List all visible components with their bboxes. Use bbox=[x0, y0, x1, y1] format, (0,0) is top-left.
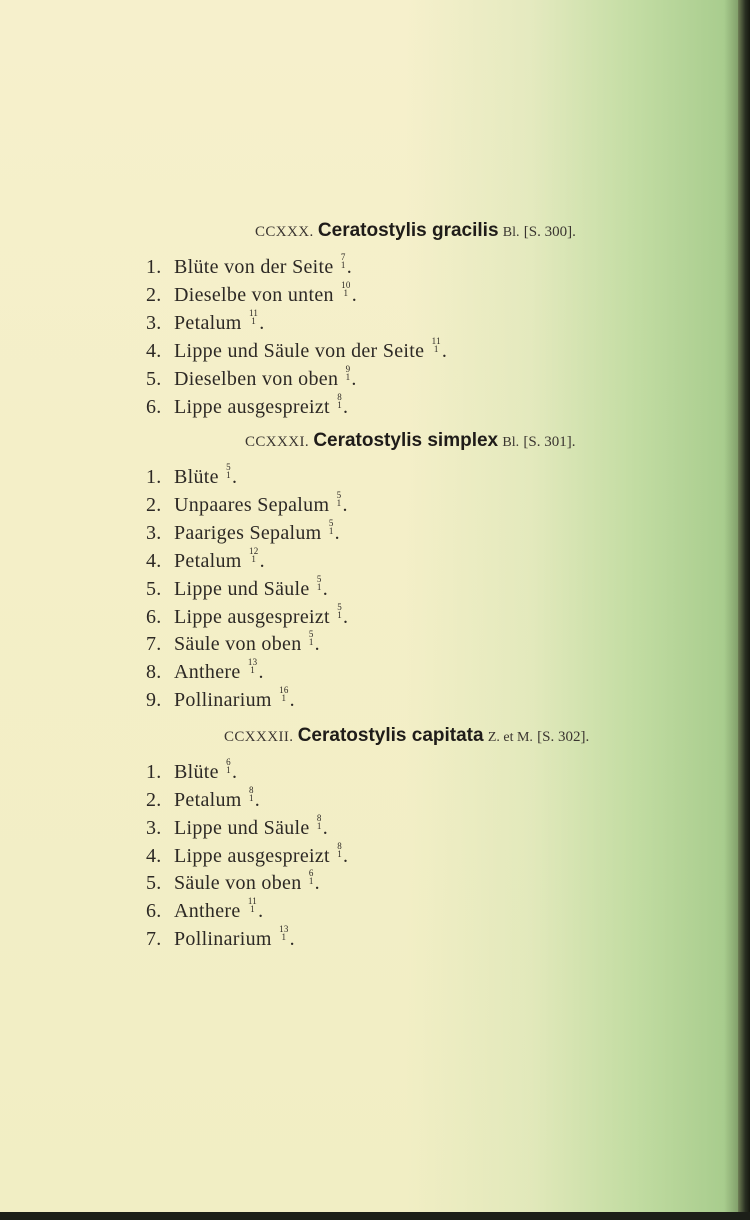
figure-item: 5. Säule von oben 6 1 . bbox=[146, 868, 320, 894]
figure-item: 8. Anthere 13 1 . bbox=[146, 657, 264, 683]
figure-item: 2. Dieselbe von unten 10 1 . bbox=[146, 280, 358, 306]
item-text: Lippe und Säule von der Seite bbox=[174, 340, 425, 362]
section-number: CCXXXI. bbox=[245, 434, 310, 450]
magnification: 5 1 bbox=[316, 574, 322, 592]
item-text: Dieselbe von unten bbox=[174, 284, 334, 306]
figure-item: 6. Lippe ausgespreizt 8 1 . bbox=[146, 392, 349, 418]
section-number: CCXXXII. bbox=[224, 729, 294, 745]
item-text: Paariges Sepalum bbox=[174, 522, 322, 544]
magnification: 11 1 bbox=[248, 308, 259, 326]
figure-item: 1. Blüte von der Seite 7 1 . bbox=[146, 252, 352, 278]
item-text: Petalum bbox=[174, 550, 242, 572]
item-text: Dieselben von oben bbox=[174, 368, 339, 390]
item-text: Blüte von der Seite bbox=[174, 256, 334, 278]
item-text: Blüte bbox=[174, 466, 219, 488]
magnification: 9 1 bbox=[345, 364, 351, 382]
item-text: Pollinarium bbox=[174, 689, 272, 711]
section-heading bbox=[245, 430, 575, 452]
figure-item: 1. Blüte 5 1 . bbox=[146, 462, 238, 488]
magnification: 5 1 bbox=[336, 490, 342, 508]
magnification: 6 1 bbox=[226, 757, 231, 775]
magnification: 12 1 bbox=[248, 546, 259, 564]
magnification: 5 1 bbox=[308, 629, 314, 647]
item-text: Unpaares Sepalum bbox=[174, 494, 330, 516]
section-heading bbox=[224, 725, 589, 747]
magnification: 7 1 bbox=[340, 252, 346, 270]
item-text: Pollinarium bbox=[174, 928, 272, 950]
magnification: 5 1 bbox=[337, 602, 343, 620]
page-reference: [S. 301]. bbox=[523, 434, 576, 450]
page-reference: [S. 300]. bbox=[523, 224, 576, 240]
magnification: 13 1 bbox=[279, 924, 289, 942]
figure-item: 3. Petalum 11 1 . bbox=[146, 308, 265, 334]
magnification: 6 1 bbox=[308, 868, 314, 886]
figure-item: 5. Dieselben von oben 9 1 . bbox=[146, 364, 357, 390]
magnification: 11 1 bbox=[247, 896, 258, 914]
figure-item: 7. Pollinarium 13 1 . bbox=[146, 924, 295, 950]
magnification: 11 1 bbox=[431, 336, 441, 354]
figure-item: 6. Anthere 11 1 . bbox=[146, 896, 264, 922]
magnification: 5 1 bbox=[328, 518, 334, 536]
item-text: Petalum bbox=[174, 312, 242, 334]
figure-item: 7. Säule von oben 5 1 . bbox=[146, 629, 320, 655]
figure-item: 5. Lippe und Säule 5 1 . bbox=[146, 574, 329, 600]
species-name: Ceratostylis capitata bbox=[297, 725, 484, 746]
magnification: 8 1 bbox=[337, 392, 343, 410]
magnification: 13 1 bbox=[247, 657, 258, 675]
item-text: Lippe ausgespreizt bbox=[174, 845, 330, 867]
item-text: Anthere bbox=[174, 661, 241, 683]
figure-item: 9. Pollinarium 16 1 . bbox=[146, 685, 295, 711]
page-reference: [S. 302]. bbox=[537, 729, 590, 745]
section-heading bbox=[255, 220, 576, 242]
magnification: 10 1 bbox=[341, 280, 351, 298]
magnification: 16 1 bbox=[279, 685, 289, 703]
species-name: Ceratostylis gracilis bbox=[317, 220, 499, 241]
magnification: 8 1 bbox=[337, 841, 343, 859]
item-text: Blüte bbox=[174, 761, 219, 783]
figure-item: 3. Paariges Sepalum 5 1 . bbox=[146, 518, 340, 544]
figure-item: 4. Petalum 12 1 . bbox=[146, 546, 265, 572]
figure-item: 3. Lippe und Säule 8 1 . bbox=[146, 813, 329, 839]
item-text: Anthere bbox=[174, 900, 241, 922]
magnification: 8 1 bbox=[248, 785, 254, 803]
item-text: Säule von oben bbox=[174, 633, 302, 655]
section-number: CCXXX. bbox=[255, 224, 314, 240]
magnification: 5 1 bbox=[226, 462, 231, 480]
page-bottom-edge bbox=[0, 1212, 750, 1220]
figure-item: 4. Lippe ausgespreizt 8 1 . bbox=[146, 841, 349, 867]
page-edge-shadow bbox=[738, 0, 750, 1220]
figure-item: 1. Blüte 6 1 . bbox=[146, 757, 238, 783]
item-text: Lippe ausgespreizt bbox=[174, 396, 330, 418]
figure-item: 2. Petalum 8 1 . bbox=[146, 785, 261, 811]
species-author: Z. et M. bbox=[487, 730, 533, 745]
figure-item: 4. Lippe und Säule von der Seite 11 1 . bbox=[146, 336, 448, 362]
item-text: Lippe ausgespreizt bbox=[174, 606, 330, 628]
magnification: 8 1 bbox=[316, 813, 322, 831]
species-author: Bl. bbox=[502, 225, 520, 240]
item-text: Lippe und Säule bbox=[174, 817, 310, 839]
figure-item: 6. Lippe ausgespreizt 5 1 . bbox=[146, 602, 349, 628]
species-author: Bl. bbox=[502, 435, 520, 450]
item-text: Petalum bbox=[174, 789, 242, 811]
species-name: Ceratostylis simplex bbox=[313, 430, 499, 451]
item-text: Lippe und Säule bbox=[174, 578, 310, 600]
item-text: Säule von oben bbox=[174, 872, 302, 894]
figure-item: 2. Unpaares Sepalum 5 1 . bbox=[146, 490, 348, 516]
